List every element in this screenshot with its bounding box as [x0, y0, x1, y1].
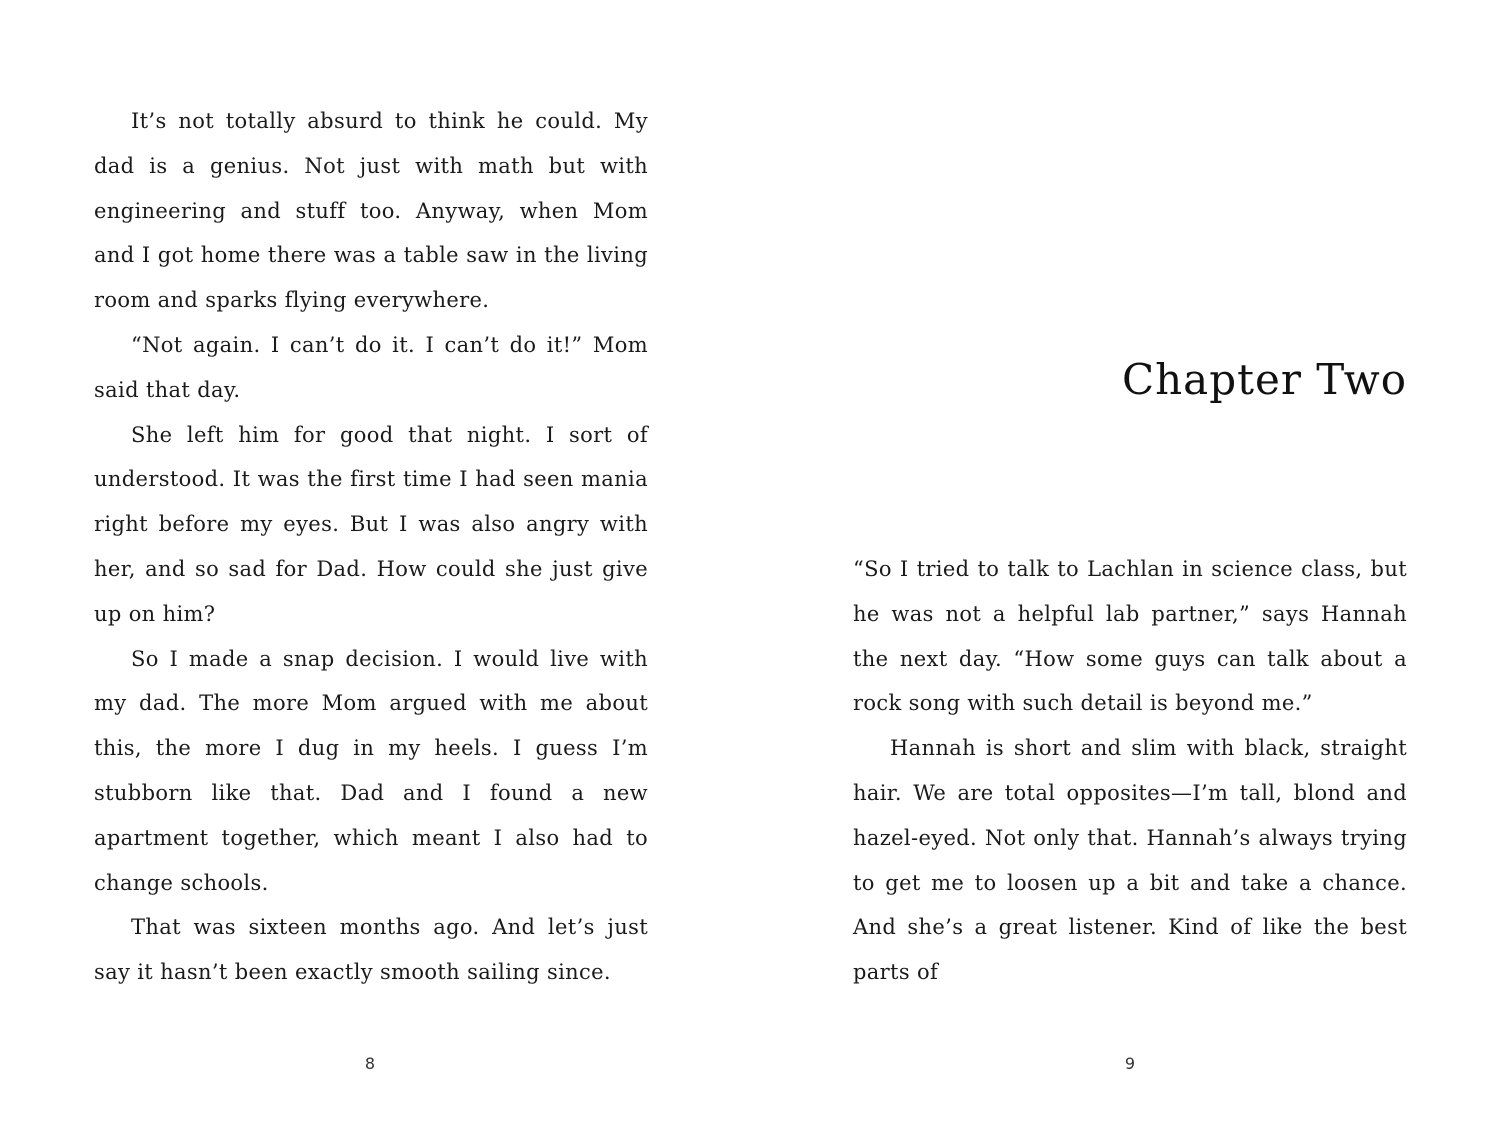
- left-page-body: [94, 99, 648, 995]
- paragraph: That was sixteen months ago. And let’s just say it hasn’t been exactly smooth sailing since.: [94, 915, 648, 985]
- right-page-body: [853, 547, 1407, 995]
- page-number: 9: [1124, 1054, 1136, 1073]
- paragraph: “Not again. I can’t do it. I can’t do it!” Mom said that day.: [94, 332, 648, 402]
- paragraph: So I made a snap decision. I would live with my dad. The more Mom argued with me about this, the more I dug in my heels. I guess I’m stubborn like that. Dad and I found a new apartment together, which meant I also had to change schools.: [94, 646, 648, 895]
- page-number: 8: [364, 1054, 376, 1073]
- paragraph: She left him for good that night. I sort of understood. It was the first time I had seen mania right before my eyes. But I was also angry with her, and so sad for Dad. How could she just give up on him?: [94, 422, 648, 626]
- right-page: [750, 0, 1500, 1125]
- paragraph: Hannah is short and slim with black, straight hair. We are total opposites—I’m tall, blond and hazel-eyed. Not only that. Hannah’s always trying to get me to loosen up a bit and take a chance. And she’s a great listener. Kind of like the best parts of: [853, 736, 1407, 985]
- paragraph: “So I tried to talk to Lachlan in science class, but he was not a helpful lab partner,” says Hannah the next day. “How some guys can talk about a rock song with such detail is beyond me.”: [853, 557, 1407, 716]
- chapter-title: Chapter Two: [1121, 355, 1407, 404]
- paragraph: It’s not totally absurd to think he could. My dad is a genius. Not just with math but with engineering and stuff too. Anyway, when Mom and I got home there was a table saw in the living room and sparks flying everywhere.: [94, 109, 648, 313]
